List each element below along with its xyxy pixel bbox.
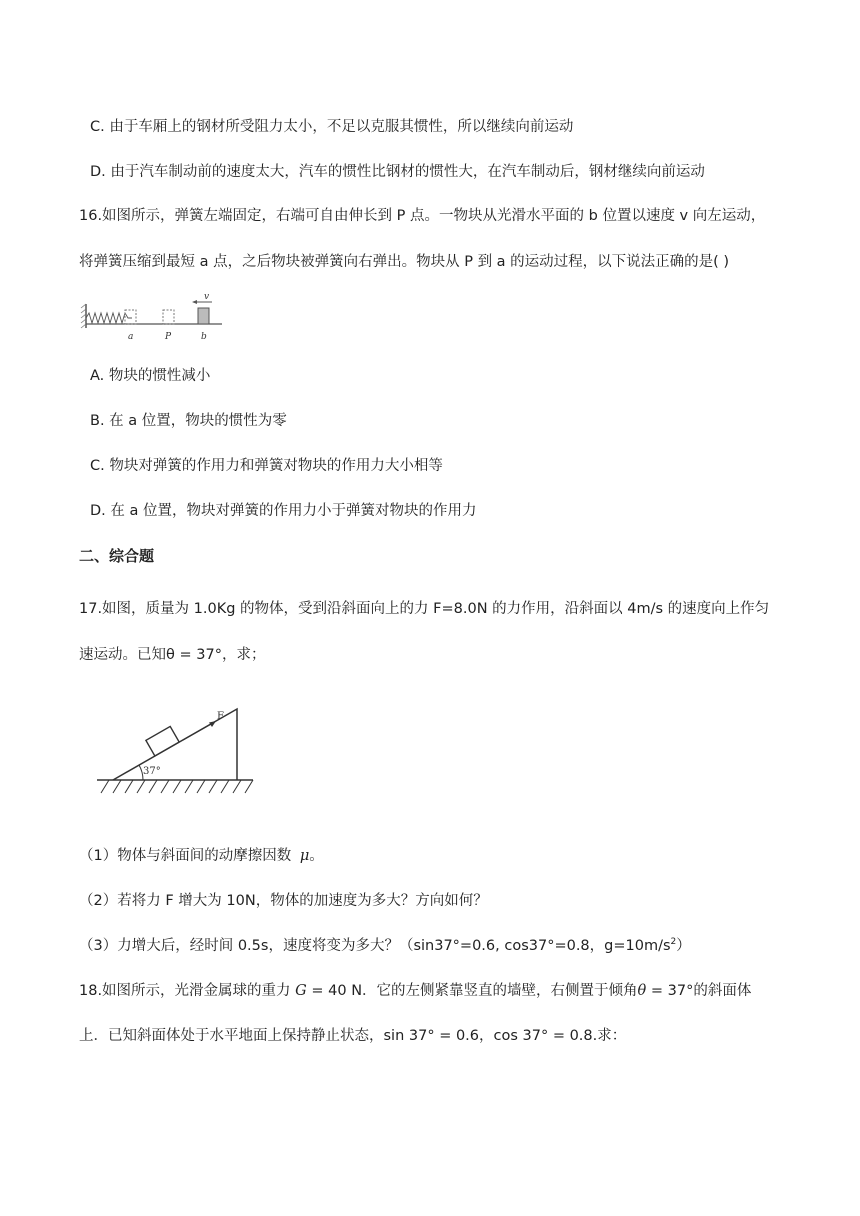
force-arrow bbox=[183, 723, 213, 740]
q16-option-d: D. 在 a 位置，物块对弹簧的作用力小于弹簧对物块的作用力 bbox=[90, 503, 477, 519]
q17-stem-line-2: 速运动。已知θ = 37°，求； bbox=[79, 647, 266, 663]
q18-symbol-g: G bbox=[295, 983, 307, 999]
force-arrow-head bbox=[209, 721, 216, 727]
incline-figure bbox=[85, 683, 265, 823]
q17-sub-3-end: ） bbox=[676, 938, 691, 954]
label-b: b bbox=[201, 332, 207, 342]
q16-option-a: A. 物块的惯性减小 bbox=[90, 368, 211, 384]
q17-sub-1 bbox=[79, 846, 324, 866]
q17-sub-3-sup: 2 bbox=[670, 937, 677, 948]
q15-option-d: D. 由于汽车制动前的速度太大，汽车的惯性比钢材的惯性大，在汽车制动后，钢材继续向前运动 bbox=[90, 164, 705, 180]
velocity-arrow-head bbox=[192, 300, 197, 304]
section-heading: 二、综合题 bbox=[79, 547, 155, 565]
block-position-p bbox=[163, 310, 174, 324]
q17-sub-1-end: 。 bbox=[309, 848, 324, 864]
q17-sub-1-text: （1）物体与斜面间的动摩擦因数 bbox=[79, 848, 296, 864]
q18-line-1-c: = 37°的斜面体 bbox=[646, 983, 752, 999]
label-p: P bbox=[165, 332, 172, 342]
q16-option-c: C. 物块对弹簧的作用力和弹簧对物块的作用力大小相等 bbox=[90, 458, 443, 474]
q18-symbol-theta: θ bbox=[637, 983, 647, 999]
q17-stem-line-1: 17.如图，质量为 1.0Kg 的物体，受到沿斜面向上的力 F=8.0N 的力作用，沿斜面以 4m/s 的速度向上作匀 bbox=[79, 601, 770, 617]
mu-symbol: μ bbox=[299, 848, 310, 864]
block-position-a bbox=[125, 310, 136, 324]
q17-sub-3 bbox=[79, 936, 691, 956]
q16-option-b: B. 在 a 位置，物块的惯性为零 bbox=[90, 413, 287, 429]
q18-line-2: 上．已知斜面体处于水平地面上保持静止状态，sin 37° = 0.6，cos 37° = 0.8.求： bbox=[79, 1028, 627, 1044]
q18-line-1 bbox=[79, 981, 751, 1001]
label-a: a bbox=[128, 332, 134, 342]
force-label: F bbox=[217, 711, 224, 722]
q18-line-1-b: = 40 N．它的左侧紧靠竖直的墙壁，右侧置于倾角 bbox=[306, 983, 638, 999]
q17-sub-2: （2）若将力 F 增大为 10N，物体的加速度为多大？方向如何？ bbox=[79, 893, 488, 909]
spring-block-figure bbox=[80, 290, 225, 346]
q16-stem-line-2: 将弹簧压缩到最短 a 点，之后物块被弹簧向右弹出。物块从 P 到 a 的运动过程，以下说法正确的是( ) bbox=[79, 254, 730, 270]
label-v: v bbox=[204, 292, 210, 302]
q18-line-1-a: 18.如图所示，光滑金属球的重力 bbox=[79, 983, 296, 999]
block-position-b bbox=[198, 308, 209, 324]
q16-stem-line-1: 16.如图所示，弹簧左端固定，右端可自由伸长到 P 点。一物块从光滑水平面的 b 位置以速度 v 向左运动， bbox=[79, 208, 766, 224]
q15-option-c: C. 由于车厢上的钢材所受阻力太小，不足以克服其惯性，所以继续向前运动 bbox=[90, 119, 574, 135]
q17-sub-3-text: （3）力增大后，经时间 0.5s，速度将变为多大？（sin37°=0.6, cos37°=0.8，g=10m/s bbox=[79, 938, 671, 954]
ground-hatching bbox=[101, 780, 253, 793]
block-on-incline bbox=[146, 726, 179, 756]
angle-label: 37° bbox=[143, 766, 161, 777]
